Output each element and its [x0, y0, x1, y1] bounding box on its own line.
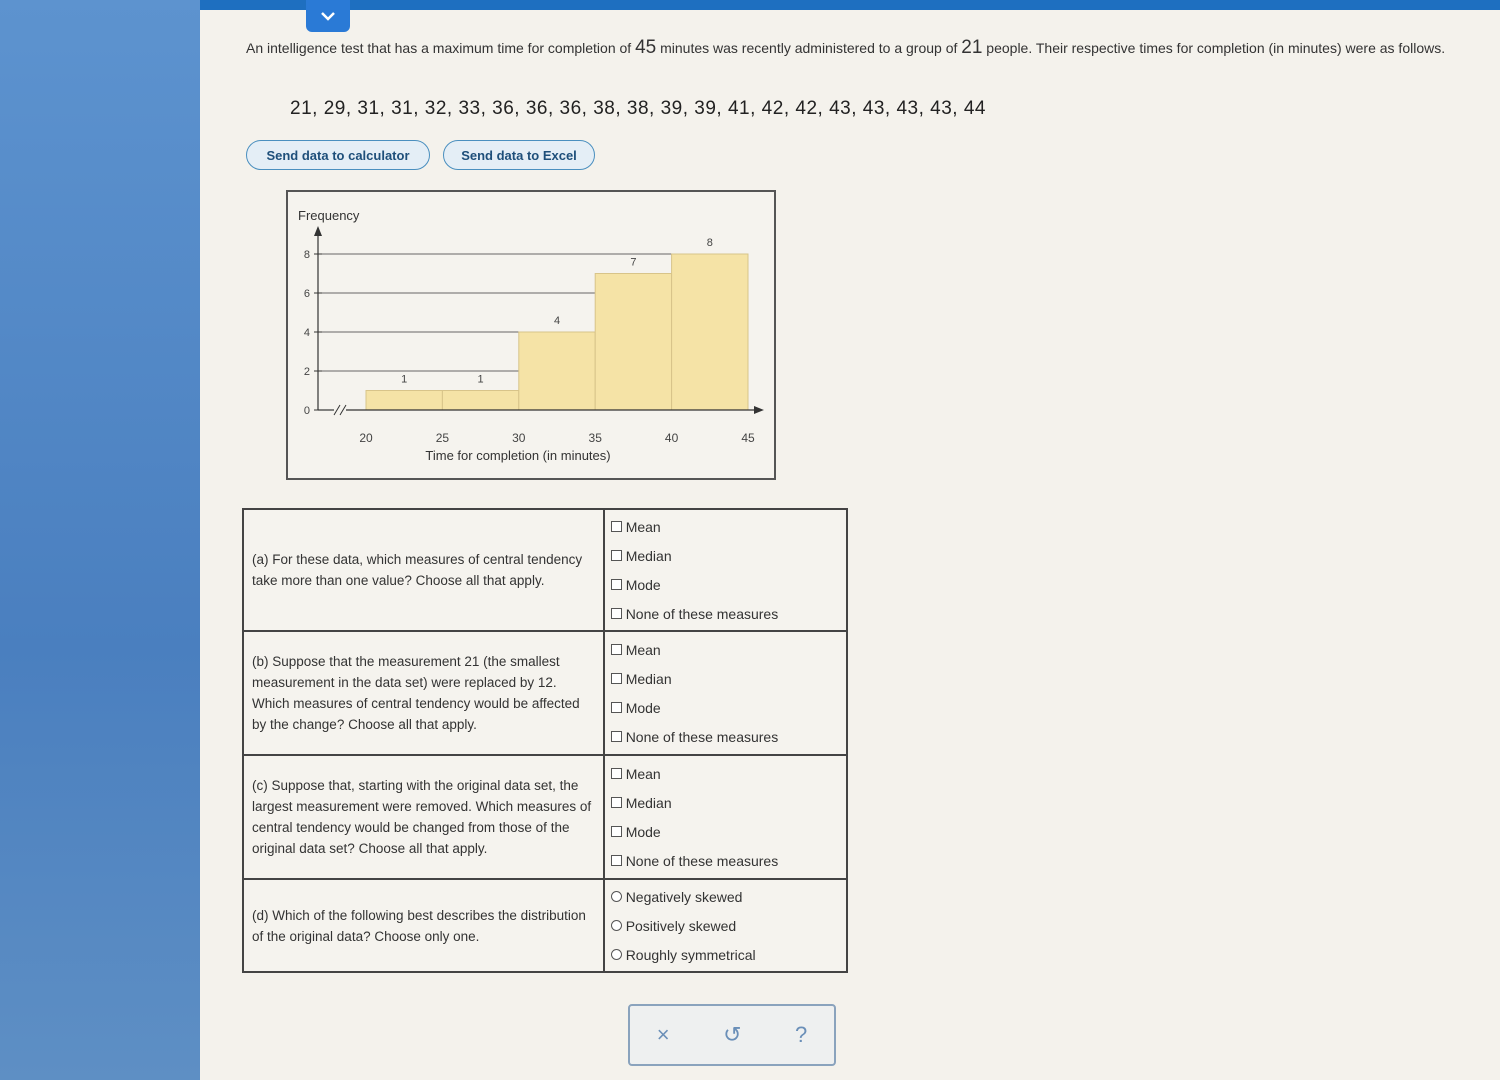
option-label: Roughly symmetrical: [625, 946, 756, 963]
checkbox-box[interactable]: [611, 826, 622, 837]
checkbox-box[interactable]: [611, 768, 622, 779]
chevron-down-icon: [319, 10, 337, 22]
checkbox-mode[interactable]: [611, 817, 840, 846]
question-row: [243, 879, 847, 972]
x-axis-label: Time for completion (in minutes): [425, 448, 611, 463]
help-button[interactable]: ?: [795, 1022, 808, 1047]
bar-value-label: 7: [630, 256, 637, 269]
option-label: Negatively skewed: [625, 888, 743, 905]
radio-circle[interactable]: [611, 920, 622, 931]
collapse-button[interactable]: [306, 0, 350, 32]
radio-circle[interactable]: [611, 949, 622, 960]
question-text: (d) Which of the following best describes the distribution of the original data? Choose only one.: [243, 879, 604, 972]
y-tick-label: 6: [303, 288, 310, 300]
radio-roughly-symmetrical[interactable]: [611, 940, 840, 969]
x-tick-label: 30: [512, 431, 526, 445]
checkbox-median[interactable]: [611, 664, 840, 693]
top-bar: [200, 0, 1500, 10]
question-text: (c) Suppose that, starting with the original data set, the largest measurement were removed. Which measures of central tendency would be changed from those of the original data set? Choose all that apply.: [243, 755, 604, 879]
option-label: Mode: [625, 699, 661, 716]
checkbox-mean[interactable]: [611, 635, 840, 664]
option-label: Median: [625, 547, 672, 564]
radio-negatively-skewed[interactable]: [611, 882, 840, 911]
checkbox-none-of-these-measures[interactable]: [611, 599, 840, 628]
checkbox-mode[interactable]: [611, 570, 840, 599]
question-row: [243, 755, 847, 879]
problem-text-part: An intelligence test that has a maximum time for completion of: [246, 40, 636, 56]
checkbox-box[interactable]: [611, 608, 622, 619]
action-bar: [628, 1004, 836, 1066]
y-tick-label: 0: [303, 405, 310, 417]
question-text: (a) For these data, which measures of central tendency take more than one value? Choose all that apply.: [243, 509, 604, 631]
send-to-calculator-button[interactable]: Send data to calculator: [246, 140, 430, 170]
x-tick-label: 45: [741, 431, 755, 445]
question-options: [604, 509, 847, 631]
clear-button[interactable]: ×: [656, 1022, 670, 1047]
option-label: Mean: [625, 518, 661, 535]
option-label: None of these measures: [625, 852, 779, 869]
radio-positively-skewed[interactable]: [611, 911, 840, 940]
option-label: Mode: [625, 823, 661, 840]
y-tick-label: 4: [303, 327, 310, 339]
bar-value-label: 1: [401, 373, 408, 386]
histogram-bar: [519, 332, 595, 410]
question-page: [200, 10, 1500, 1080]
checkbox-box[interactable]: [611, 731, 622, 742]
question-options: [604, 631, 847, 755]
checkbox-median[interactable]: [611, 788, 840, 817]
histogram-svg: [288, 192, 774, 478]
histogram-bar: [672, 254, 748, 410]
data-values: 21, 29, 31, 31, 32, 33, 36, 36, 36, 38, 38, 39, 39, 41, 42, 42, 43, 43, 43, 43, 44: [290, 98, 986, 119]
bar-value-label: 4: [553, 315, 561, 327]
checkbox-mean[interactable]: [611, 759, 840, 788]
x-tick-label: 35: [588, 431, 602, 445]
checkbox-box[interactable]: [611, 673, 622, 684]
undo-button[interactable]: ↺: [723, 1022, 742, 1047]
checkbox-box[interactable]: [611, 579, 622, 590]
histogram-chart: [286, 190, 776, 480]
checkbox-none-of-these-measures[interactable]: [611, 722, 840, 751]
checkbox-box[interactable]: [611, 644, 622, 655]
question-row: [243, 509, 847, 631]
x-tick-label: 25: [435, 431, 450, 445]
bar-value-label: 1: [477, 373, 484, 386]
histogram-bar: [366, 391, 442, 411]
x-tick-label: 40: [664, 431, 679, 445]
checkbox-mode[interactable]: [611, 693, 840, 722]
max-time-value: 45: [635, 37, 657, 58]
send-to-excel-button[interactable]: Send data to Excel: [443, 140, 595, 170]
questions-table: [242, 508, 848, 973]
radio-circle[interactable]: [611, 891, 622, 902]
problem-text-part: minutes was recently administered to a group of: [656, 40, 962, 56]
bar-value-label: 8: [706, 237, 713, 249]
checkbox-box[interactable]: [611, 855, 622, 866]
question-options: [604, 755, 847, 879]
axis-break-mark: [334, 405, 346, 415]
checkbox-box[interactable]: [611, 797, 622, 808]
option-label: Mean: [625, 765, 661, 782]
option-label: Mode: [625, 576, 661, 593]
histogram-bar: [442, 391, 518, 411]
x-axis-arrow: [754, 406, 764, 414]
checkbox-mean[interactable]: [611, 512, 840, 541]
checkbox-none-of-these-measures[interactable]: [611, 846, 840, 875]
question-row: [243, 631, 847, 755]
y-axis-arrow: [314, 226, 322, 236]
y-tick-label: 8: [303, 249, 310, 261]
y-axis-label: Frequency: [298, 208, 360, 223]
option-label: Median: [625, 794, 672, 811]
problem-statement: [246, 38, 1446, 58]
option-label: None of these measures: [625, 605, 779, 622]
question-text: (b) Suppose that the measurement 21 (the smallest measurement in the data set) were replaced by 12. Which measures of central tendency would be affected by the change? Choose all that apply.: [243, 631, 604, 755]
x-tick-label: 20: [359, 431, 373, 445]
option-label: None of these measures: [625, 728, 779, 745]
checkbox-box[interactable]: [611, 521, 622, 532]
desktop-left-strip: [0, 0, 200, 1080]
checkbox-median[interactable]: [611, 541, 840, 570]
option-label: Median: [625, 670, 672, 687]
option-label: Positively skewed: [625, 917, 737, 934]
group-size-value: 21: [961, 37, 983, 58]
option-label: Mean: [625, 641, 661, 658]
checkbox-box[interactable]: [611, 550, 622, 561]
problem-text-part: people. Their respective times for completion (in minutes) were as follows.: [982, 40, 1446, 56]
histogram-bar: [595, 274, 671, 411]
checkbox-box[interactable]: [611, 702, 622, 713]
question-options: [604, 879, 847, 972]
y-tick-label: 2: [303, 366, 310, 378]
